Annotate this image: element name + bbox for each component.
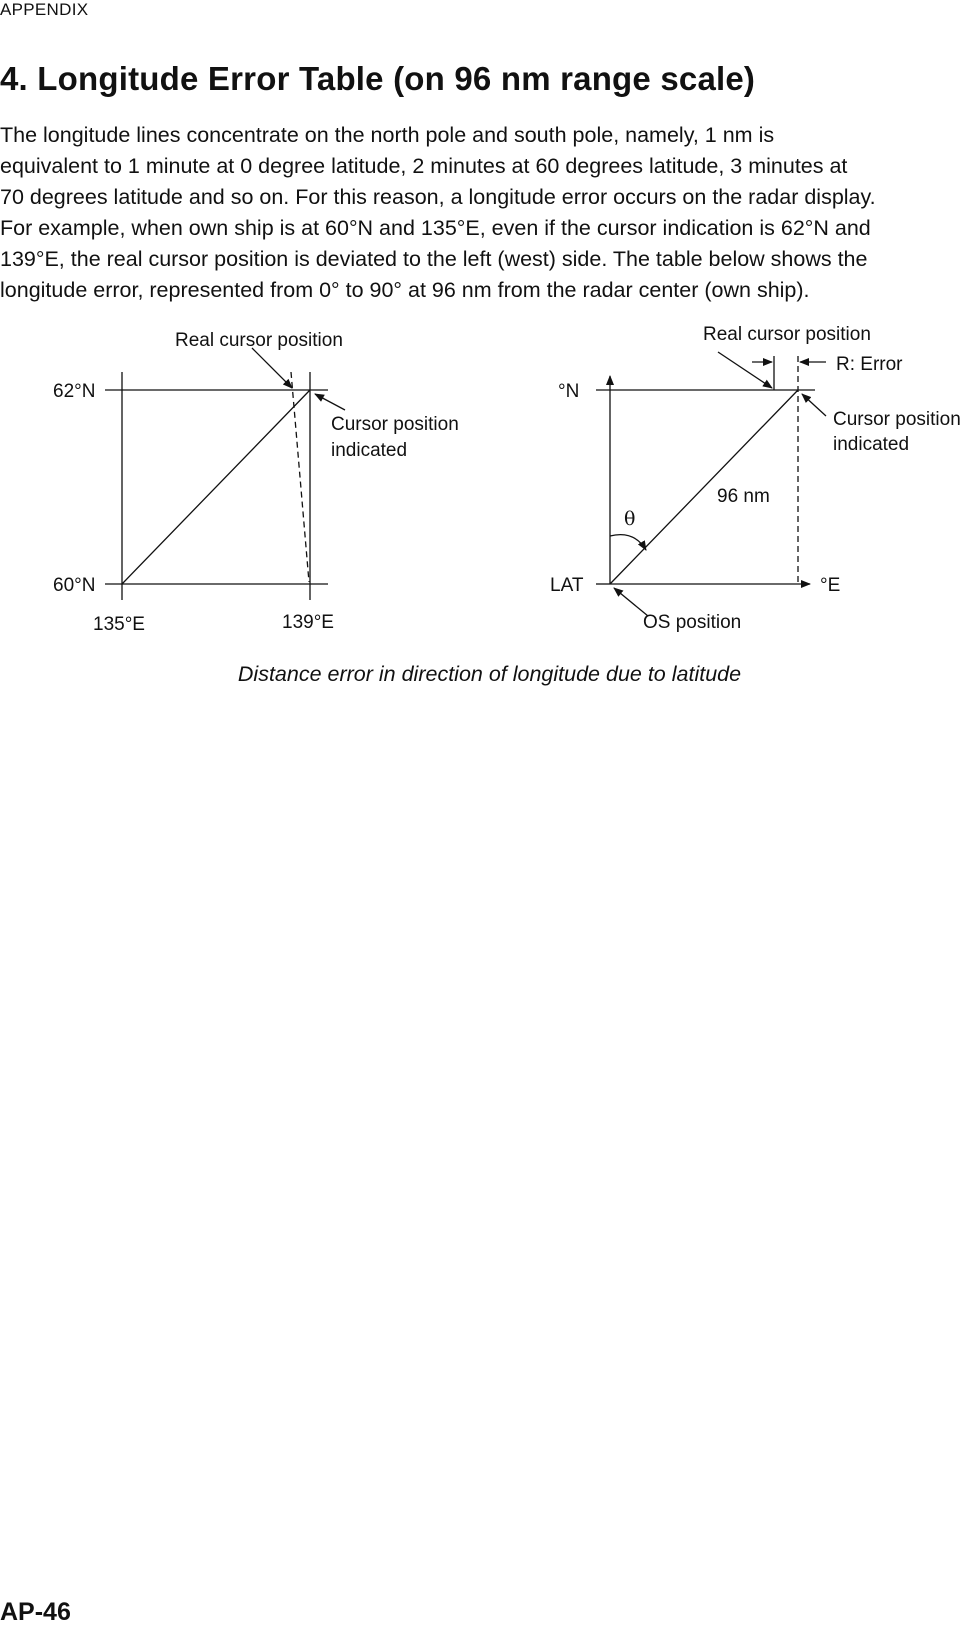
cursor-indicated-pointer bbox=[802, 394, 826, 416]
intro-line: The longitude lines concentrate on the north pole and south pole, namely, 1 nm is bbox=[0, 123, 775, 147]
intro-line: equivalent to 1 minute at 0 degree latitude, 2 minutes at 60 degrees latitude, 3 minutes at bbox=[0, 154, 848, 178]
left-cursor-indicated-label-2: indicated bbox=[331, 440, 408, 461]
right-cursor-indicated-label-1: Cursor position bbox=[833, 409, 961, 430]
east-label: °E bbox=[820, 575, 841, 596]
error-label: R: Error bbox=[836, 354, 903, 375]
longitude-error-figure bbox=[0, 310, 979, 640]
theta-label: θ bbox=[624, 508, 636, 530]
lat-label: LAT bbox=[550, 575, 584, 596]
real-cursor-dashed-line bbox=[291, 372, 309, 582]
real-cursor-pointer bbox=[718, 352, 772, 388]
distance-96nm-label: 96 nm bbox=[717, 486, 770, 507]
diagonal-line bbox=[122, 390, 310, 584]
theta-arc bbox=[610, 535, 646, 550]
left-real-cursor-label: Real cursor position bbox=[175, 330, 343, 351]
cursor-indicated-pointer bbox=[315, 394, 345, 410]
os-position-label: OS position bbox=[643, 612, 742, 633]
left-diagram bbox=[105, 348, 345, 600]
figure-caption: Distance error in direction of longitude due to latitude bbox=[237, 662, 742, 686]
lon-139-label: 139°E bbox=[282, 612, 334, 633]
section-header: APPENDIX bbox=[0, 0, 89, 19]
right-cursor-indicated-label-2: indicated bbox=[833, 434, 910, 455]
lat-62-label: 62°N bbox=[53, 381, 96, 402]
page-title: 4. Longitude Error Table (on 96 nm range scale) bbox=[0, 60, 756, 97]
lon-135-label: 135°E bbox=[93, 614, 145, 635]
page-number: AP-46 bbox=[0, 1598, 71, 1626]
intro-line: 139°E, the real cursor position is deviated to the left (west) side. The table below shows the bbox=[0, 247, 868, 271]
lat-60-label: 60°N bbox=[53, 575, 96, 596]
left-cursor-indicated-label-1: Cursor position bbox=[331, 414, 459, 435]
right-real-cursor-label: Real cursor position bbox=[703, 324, 871, 345]
intro-line: For example, when own ship is at 60°N and 135°E, even if the cursor indication is 62°N and bbox=[0, 216, 871, 240]
intro-paragraph bbox=[0, 120, 979, 306]
intro-line: longitude error, represented from 0° to 90° at 96 nm from the radar center (own ship). bbox=[0, 278, 810, 302]
north-label: °N bbox=[558, 381, 580, 402]
right-diagram bbox=[596, 352, 826, 616]
real-cursor-pointer bbox=[252, 348, 292, 388]
intro-line: 70 degrees latitude and so on. For this reason, a longitude error occurs on the radar display. bbox=[0, 185, 876, 209]
